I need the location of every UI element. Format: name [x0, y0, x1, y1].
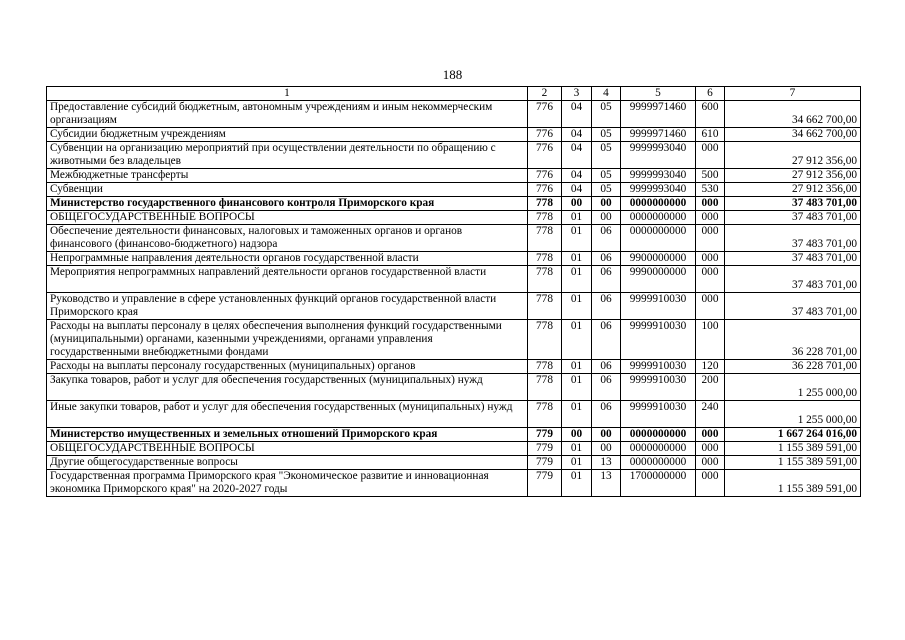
row-expense-type: 000 [696, 470, 725, 497]
row-subsection-code: 06 [592, 293, 621, 320]
row-ministry-code: 776 [528, 142, 562, 169]
row-target-article: 9999910030 [621, 374, 696, 401]
row-name: Субвенции на организацию мероприятий при осуществлении деятельности по обращению с животными без владельцев [47, 142, 528, 169]
row-target-article: 0000000000 [621, 225, 696, 252]
table-row [47, 320, 861, 360]
row-expense-type: 100 [696, 320, 725, 360]
table-row [47, 374, 861, 401]
row-name: Руководство и управление в сфере установленных функций органов государственной власти Приморского края [47, 293, 528, 320]
row-expense-type: 200 [696, 374, 725, 401]
row-name: Непрограммные направления деятельности органов государственной власти [47, 252, 528, 266]
page-number: 188 [442, 67, 463, 82]
row-section-code: 01 [562, 293, 592, 320]
row-expense-type: 000 [696, 428, 725, 442]
row-ministry-code: 776 [528, 183, 562, 197]
row-expense-type: 530 [696, 183, 725, 197]
column-header-4: 4 [592, 87, 621, 101]
row-expense-type: 240 [696, 401, 725, 428]
row-target-article: 9999993040 [621, 169, 696, 183]
table-row [47, 401, 861, 428]
table-row [47, 470, 861, 497]
table-row [47, 128, 861, 142]
row-subsection-code: 06 [592, 401, 621, 428]
table-row [47, 456, 861, 470]
row-target-article: 9999993040 [621, 142, 696, 169]
column-header-5: 5 [621, 87, 696, 101]
row-expense-type: 000 [696, 197, 725, 211]
column-header-1: 1 [47, 87, 528, 101]
row-section-code: 04 [562, 142, 592, 169]
row-section-code: 01 [562, 360, 592, 374]
row-ministry-code: 778 [528, 374, 562, 401]
table-row [47, 266, 861, 293]
row-amount: 34 662 700,00 [725, 128, 861, 142]
row-amount: 1 255 000,00 [725, 374, 861, 401]
row-ministry-code: 778 [528, 266, 562, 293]
row-expense-type: 000 [696, 442, 725, 456]
row-section-code: 01 [562, 320, 592, 360]
row-section-code: 01 [562, 401, 592, 428]
table-header-row [47, 87, 861, 101]
row-subsection-code: 05 [592, 142, 621, 169]
row-subsection-code: 13 [592, 456, 621, 470]
row-section-code: 04 [562, 101, 592, 128]
row-expense-type: 600 [696, 101, 725, 128]
row-name: Государственная программа Приморского края "Экономическое развитие и инновационная экономика Приморского края" на 2020-2027 годы [47, 470, 528, 497]
row-subsection-code: 05 [592, 169, 621, 183]
row-subsection-code: 13 [592, 470, 621, 497]
row-subsection-code: 05 [592, 183, 621, 197]
row-section-code: 04 [562, 183, 592, 197]
row-section-code: 04 [562, 169, 592, 183]
table-row [47, 101, 861, 128]
row-section-code: 01 [562, 374, 592, 401]
row-name: Министерство имущественных и земельных отношений Приморского края [47, 428, 528, 442]
row-subsection-code: 05 [592, 128, 621, 142]
row-amount: 1 155 389 591,00 [725, 442, 861, 456]
row-section-code: 04 [562, 128, 592, 142]
row-target-article: 9900000000 [621, 252, 696, 266]
row-ministry-code: 776 [528, 169, 562, 183]
row-amount: 37 483 701,00 [725, 266, 861, 293]
row-expense-type: 000 [696, 293, 725, 320]
row-subsection-code: 00 [592, 211, 621, 225]
row-amount: 37 483 701,00 [725, 293, 861, 320]
table-row [47, 293, 861, 320]
row-amount: 36 228 701,00 [725, 360, 861, 374]
table-row [47, 428, 861, 442]
column-header-2: 2 [528, 87, 562, 101]
row-target-article: 0000000000 [621, 428, 696, 442]
row-subsection-code: 00 [592, 428, 621, 442]
row-ministry-code: 776 [528, 101, 562, 128]
row-name: Мероприятия непрограммных направлений деятельности органов государственной власти [47, 266, 528, 293]
row-subsection-code: 06 [592, 266, 621, 293]
row-subsection-code: 05 [592, 101, 621, 128]
table-row [47, 360, 861, 374]
row-target-article: 9999993040 [621, 183, 696, 197]
row-name: ОБЩЕГОСУДАРСТВЕННЫЕ ВОПРОСЫ [47, 442, 528, 456]
row-amount: 37 483 701,00 [725, 225, 861, 252]
row-name: ОБЩЕГОСУДАРСТВЕННЫЕ ВОПРОСЫ [47, 211, 528, 225]
row-subsection-code: 06 [592, 320, 621, 360]
row-amount: 37 483 701,00 [725, 197, 861, 211]
row-expense-type: 610 [696, 128, 725, 142]
row-ministry-code: 778 [528, 320, 562, 360]
row-name: Субсидии бюджетным учреждениям [47, 128, 528, 142]
row-subsection-code: 00 [592, 442, 621, 456]
row-expense-type: 000 [696, 142, 725, 169]
table-row [47, 169, 861, 183]
row-target-article: 1700000000 [621, 470, 696, 497]
row-expense-type: 000 [696, 211, 725, 225]
row-ministry-code: 778 [528, 197, 562, 211]
row-expense-type: 000 [696, 252, 725, 266]
row-amount: 1 667 264 016,00 [725, 428, 861, 442]
table-row [47, 225, 861, 252]
row-ministry-code: 776 [528, 128, 562, 142]
row-target-article: 9990000000 [621, 266, 696, 293]
row-target-article: 0000000000 [621, 442, 696, 456]
row-section-code: 01 [562, 225, 592, 252]
row-subsection-code: 00 [592, 197, 621, 211]
row-name: Субвенции [47, 183, 528, 197]
row-target-article: 9999910030 [621, 293, 696, 320]
row-expense-type: 000 [696, 456, 725, 470]
row-amount: 27 912 356,00 [725, 142, 861, 169]
row-ministry-code: 779 [528, 442, 562, 456]
row-ministry-code: 778 [528, 401, 562, 428]
table-row [47, 211, 861, 225]
row-section-code: 01 [562, 470, 592, 497]
row-target-article: 0000000000 [621, 456, 696, 470]
row-name: Предоставление субсидий бюджетным, автономным учреждениям и иным некоммерческим организациям [47, 101, 528, 128]
budget-table [46, 86, 861, 497]
column-header-7: 7 [725, 87, 861, 101]
row-expense-type: 120 [696, 360, 725, 374]
row-amount: 1 155 389 591,00 [725, 456, 861, 470]
row-name: Межбюджетные трансферты [47, 169, 528, 183]
row-name: Другие общегосударственные вопросы [47, 456, 528, 470]
row-ministry-code: 778 [528, 252, 562, 266]
row-target-article: 9999910030 [621, 360, 696, 374]
column-header-6: 6 [696, 87, 725, 101]
row-expense-type: 000 [696, 266, 725, 293]
row-expense-type: 500 [696, 169, 725, 183]
row-target-article: 9999971460 [621, 101, 696, 128]
row-subsection-code: 06 [592, 252, 621, 266]
row-amount: 27 912 356,00 [725, 169, 861, 183]
row-target-article: 0000000000 [621, 211, 696, 225]
table-row [47, 142, 861, 169]
row-amount: 27 912 356,00 [725, 183, 861, 197]
row-name: Обеспечение деятельности финансовых, налоговых и таможенных органов и органов финансового (финансово-бюджетного) надзора [47, 225, 528, 252]
row-name: Расходы на выплаты персоналу государственных (муниципальных) органов [47, 360, 528, 374]
table-row [47, 252, 861, 266]
column-header-3: 3 [562, 87, 592, 101]
row-amount: 34 662 700,00 [725, 101, 861, 128]
row-ministry-code: 778 [528, 293, 562, 320]
row-ministry-code: 778 [528, 360, 562, 374]
row-name: Министерство государственного финансового контроля Приморского края [47, 197, 528, 211]
table-row [47, 183, 861, 197]
row-amount: 37 483 701,00 [725, 252, 861, 266]
table-row [47, 197, 861, 211]
row-subsection-code: 06 [592, 360, 621, 374]
row-expense-type: 000 [696, 225, 725, 252]
row-name: Расходы на выплаты персоналу в целях обеспечения выполнения функций государственными (муниципальными) органами, казенными учреждениями, органами управления государственными внебюджетными фондами [47, 320, 528, 360]
row-section-code: 01 [562, 456, 592, 470]
row-section-code: 00 [562, 428, 592, 442]
row-ministry-code: 778 [528, 225, 562, 252]
row-name: Закупка товаров, работ и услуг для обеспечения государственных (муниципальных) нужд [47, 374, 528, 401]
row-amount: 1 255 000,00 [725, 401, 861, 428]
row-name: Иные закупки товаров, работ и услуг для обеспечения государственных (муниципальных) нужд [47, 401, 528, 428]
row-section-code: 01 [562, 211, 592, 225]
row-section-code: 00 [562, 197, 592, 211]
row-subsection-code: 06 [592, 374, 621, 401]
row-ministry-code: 779 [528, 428, 562, 442]
row-target-article: 9999971460 [621, 128, 696, 142]
row-target-article: 9999910030 [621, 401, 696, 428]
row-ministry-code: 779 [528, 456, 562, 470]
row-section-code: 01 [562, 442, 592, 456]
row-ministry-code: 779 [528, 470, 562, 497]
row-amount: 37 483 701,00 [725, 211, 861, 225]
row-target-article: 9999910030 [621, 320, 696, 360]
row-amount: 1 155 389 591,00 [725, 470, 861, 497]
row-amount: 36 228 701,00 [725, 320, 861, 360]
row-target-article: 0000000000 [621, 197, 696, 211]
row-section-code: 01 [562, 252, 592, 266]
row-ministry-code: 778 [528, 211, 562, 225]
row-subsection-code: 06 [592, 225, 621, 252]
row-section-code: 01 [562, 266, 592, 293]
table-row [47, 442, 861, 456]
